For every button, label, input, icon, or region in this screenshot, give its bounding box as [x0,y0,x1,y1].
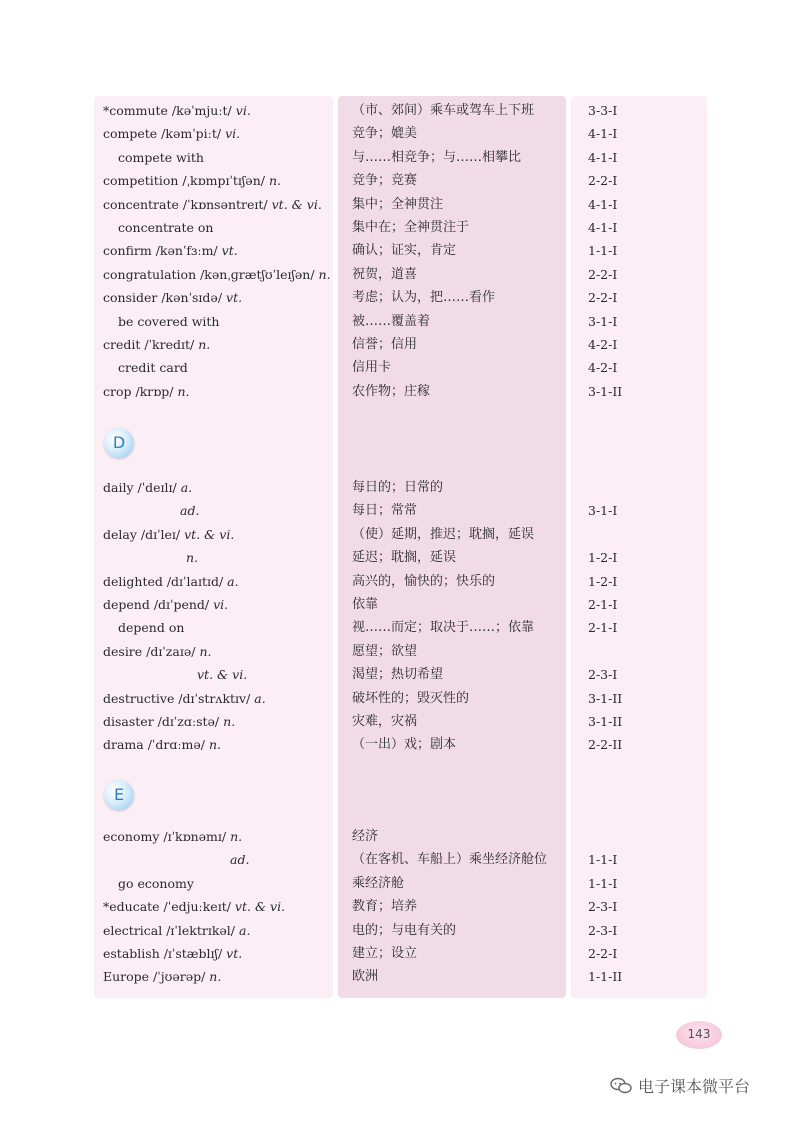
entry-unit: 1-1-I [588,243,618,259]
glossary-entry [0,663,800,686]
entry-headword [103,193,322,216]
entry-unit: 2-3-I [588,922,618,938]
glossary-entry [0,146,800,169]
glossary-entry [0,546,800,569]
headword-text: daily /ˈdeɪlɪ/ [103,480,177,495]
part-of-speech: n. [230,829,243,844]
part-of-speech: vt. & vi. [184,526,235,542]
entry-headword [197,663,247,686]
part-of-speech: n. [268,173,281,189]
glossary-entry [0,169,800,192]
part-of-speech: a. [239,922,251,938]
entry-headword [103,333,210,356]
entry-headword [180,499,199,522]
part-of-speech: ad. [180,503,200,519]
entry-headword [230,848,249,871]
part-of-speech: n. [198,337,211,352]
entry-headword [103,239,238,262]
headword-text: delay /dɪˈleɪ/ [103,526,181,542]
part-of-speech: vi. [235,103,251,118]
entry-unit: 1-2-I [588,573,618,589]
entry-unit: 4-1-I [588,149,618,165]
entry-headword [103,825,242,848]
entry-headword [118,616,184,639]
glossary-entry [0,640,800,663]
entry-meaning: 集中；全神贯注 [352,196,444,212]
part-of-speech: vi. [213,597,229,612]
headword-text: congratulation /kənˌɡrætʃʊˈleɪʃən/ [103,266,315,282]
part-of-speech: n. [177,383,190,399]
headword-text: desire /dɪˈzaɪə/ [103,643,196,659]
entry-unit: 2-1-I [588,620,618,636]
entry-meaning: 视……而定；取决于……；依靠 [352,620,535,636]
glossary-entry [0,895,800,918]
glossary-entry [0,310,800,333]
headword-text: electrical /ɪˈlektrɪkəl/ [103,922,236,938]
entry-unit: 2-2-II [588,737,623,753]
entry-meaning: 竞争；媲美 [352,126,418,142]
entry-headword [118,356,188,379]
glossary-entry [0,333,800,356]
glossary-entry [0,710,800,733]
entry-unit: 1-2-I [588,550,618,566]
entry-unit: 2-1-I [588,597,618,612]
glossary-entry [0,593,800,616]
glossary-entry [0,380,800,403]
entry-unit: 3-3-I [588,103,618,118]
entry-headword [103,122,240,145]
entry-headword [103,942,242,965]
entry-meaning: 信用卡 [352,360,392,376]
headword-text: depend /dɪˈpend/ [103,597,210,612]
part-of-speech: n. [223,714,236,729]
entry-unit: 1-1-II [588,969,623,985]
entry-meaning: 信誉；信用 [352,337,418,352]
entry-meaning: 渴望；热切希望 [352,667,444,683]
headword-text: credit card [118,360,188,376]
part-of-speech: vt. [226,946,243,961]
entry-meaning: 经济 [352,829,379,844]
part-of-speech: n. [209,737,222,753]
part-of-speech: ad. [230,852,250,868]
headword-text: disaster /dɪˈzɑːstə/ [103,714,220,729]
entry-headword [186,546,198,569]
entry-headword [103,570,239,593]
headword-text: depend on [118,620,185,636]
entry-meaning: 集中在；全神贯注于 [352,220,470,235]
headword-text: confirm /kənˈfɜːm/ [103,243,218,259]
entry-meaning: 考虑；认为，把……看作 [352,290,496,306]
entry-meaning: 与……相竞争；与……相攀比 [352,149,522,165]
entry-headword [103,593,228,616]
headword-text: destructive /dɪˈstrʌktɪv/ [103,690,251,706]
part-of-speech: a. [254,690,266,706]
part-of-speech: n. [318,266,331,282]
entry-headword [103,99,251,122]
entry-meaning: 依靠 [352,597,379,612]
entry-headword [103,380,189,403]
glossary-entry [0,356,800,379]
headword-text: Europe /ˈjʊərəp/ [103,969,206,985]
entry-meaning: 每日的；日常的 [352,480,444,495]
entry-headword [118,216,213,239]
glossary-entry [0,216,800,239]
entry-meaning: （市、郊间）乘车或驾车上下班 [352,103,535,118]
chat-bubbles-icon [610,1077,632,1095]
headword-text: *commute /kəˈmjuːt/ [103,103,232,118]
entry-headword [103,263,331,286]
entry-unit: 1-1-I [588,875,618,891]
glossary-entry [0,733,800,756]
entry-meaning: 愿望；欲望 [352,643,418,659]
entry-headword [118,146,204,169]
entry-unit: 4-2-I [588,337,618,352]
entry-meaning: （使）延期，推迟；耽搁，延误 [352,526,535,542]
headword-text: *educate /ˈedjuːkeɪt/ [103,899,231,915]
headword-text: establish /ɪˈstæblɪʃ/ [103,946,223,961]
entry-unit: 2-2-I [588,266,618,282]
headword-text: be covered with [118,313,220,329]
part-of-speech: vt. [226,290,243,306]
entry-headword [103,919,250,942]
part-of-speech: n. [199,643,212,659]
entry-meaning: 高兴的，愉快的；快乐的 [352,573,496,589]
headword-text: compete with [118,149,204,165]
headword-text: crop /krɒp/ [103,383,174,399]
entry-meaning: 教育；培养 [352,899,418,915]
headword-text: concentrate on [118,220,214,235]
glossary-entry [0,499,800,522]
entry-headword [103,710,235,733]
part-of-speech: vi. [225,126,241,142]
entry-meaning: 祝贺，道喜 [352,266,418,282]
entry-meaning: 被……覆盖着 [352,313,431,329]
headword-text: competition /ˌkɒmpɪˈtɪʃən/ [103,173,265,189]
entry-headword [118,310,219,333]
part-of-speech: vt. & vi. [271,196,322,212]
glossary-entry [0,919,800,942]
part-of-speech: n. [209,969,222,985]
headword-text: drama /ˈdrɑːmə/ [103,737,206,753]
entry-headword [103,895,285,918]
entry-meaning: 电的；与电有关的 [352,922,457,938]
entry-headword [103,169,281,192]
glossary-entry [0,965,800,988]
entry-meaning: 延迟；耽搁，延误 [352,550,457,566]
part-of-speech: vt. [221,243,238,259]
entry-unit: 4-1-I [588,196,618,212]
entry-headword [103,965,221,988]
part-of-speech: n. [186,550,199,566]
glossary-entry [0,476,800,499]
entry-headword [118,872,194,895]
entry-unit: 3-1-I [588,313,618,329]
entry-unit: 2-3-I [588,667,618,683]
entry-meaning: 欧洲 [352,969,379,985]
entry-unit: 4-1-I [588,126,618,142]
headword-text: delighted /dɪˈlaɪtɪd/ [103,573,224,589]
glossary-entry [0,616,800,639]
entry-unit: 3-1-II [588,690,623,706]
entry-unit: 2-3-I [588,899,618,915]
headword-text: compete /kəmˈpiːt/ [103,126,222,142]
headword-text: concentrate /ˈkɒnsəntreɪt/ [103,196,268,212]
glossary-entry [0,872,800,895]
part-of-speech: vt. & vi. [197,667,248,683]
glossary-entry [0,99,800,122]
entry-meaning: （在客机、车船上）乘坐经济舱位 [352,852,548,868]
entry-meaning: 每日；常常 [352,503,418,519]
entry-unit: 4-1-I [588,220,618,235]
watermark-text: 电子课本微平台 [638,1077,751,1096]
entry-unit: 2-2-I [588,946,618,961]
glossary-entry [0,942,800,965]
entry-meaning: 竞争；竞赛 [352,173,418,189]
headword-text: economy /ɪˈkɒnəmɪ/ [103,829,227,844]
entry-meaning: （一出）戏；剧本 [352,737,457,753]
entry-unit: 3-1-I [588,503,618,519]
glossary-entry [0,523,800,546]
glossary-entry [0,122,800,145]
entry-unit: 3-1-II [588,714,623,729]
glossary-entry [0,286,800,309]
part-of-speech: a. [227,573,239,589]
headword-text: consider /kənˈsɪdə/ [103,290,223,306]
page-number: 143 [676,1021,722,1049]
headword-text: go economy [118,875,194,891]
entry-unit: 2-2-I [588,290,618,306]
glossary-entry [0,848,800,871]
entry-headword [103,286,242,309]
part-of-speech: vt. & vi. [234,899,286,915]
entry-headword [103,523,234,546]
glossary-entry [0,825,800,848]
entry-meaning: 建立；设立 [352,946,418,961]
entry-meaning: 破坏性的；毁灭性的 [352,690,470,706]
section-letter-d: D [104,428,134,458]
section-letter-e: E [104,780,134,810]
entry-headword [103,687,266,710]
entry-unit: 3-1-II [588,383,623,399]
entry-headword [103,476,192,499]
entry-meaning: 灾难，灾祸 [352,714,418,729]
entry-unit: 4-2-I [588,360,618,376]
glossary-entry [0,193,800,216]
entry-headword [103,733,221,756]
glossary-entry [0,263,800,286]
entry-unit: 2-2-I [588,173,618,189]
part-of-speech: a. [180,480,193,495]
glossary-entry [0,687,800,710]
entry-meaning: 确认；证实，肯定 [352,243,457,259]
watermark [610,1074,750,1097]
entry-meaning: 农作物；庄稼 [352,383,431,399]
entry-unit: 1-1-I [588,852,618,868]
entry-meaning: 乘经济舱 [352,875,405,891]
glossary-entry [0,239,800,262]
entry-headword [103,640,211,663]
glossary-entry [0,570,800,593]
headword-text: credit /ˈkredɪt/ [103,337,195,352]
